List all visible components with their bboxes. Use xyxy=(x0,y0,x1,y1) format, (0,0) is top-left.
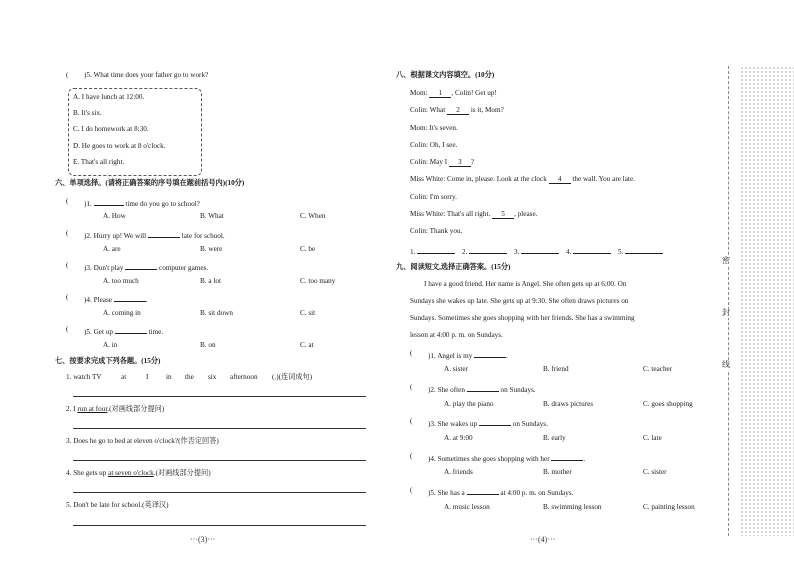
s7-q3: 3. Does he go to bed at eleven o'clock?(作否定回答) xyxy=(66,437,219,445)
option-e: E. That's all right. xyxy=(73,158,125,166)
section8-title: 八、根据课文内容填空。(10分) xyxy=(396,71,495,79)
s7-q5: 5. Don't be late for school.(英译汉) xyxy=(66,501,169,509)
answer-line[interactable] xyxy=(73,492,366,493)
passage-line: Sundays she wakes up late. She gets up at 9:30. She often draws pictures on xyxy=(410,297,629,305)
s7-q2: 2. I run at four.(对画线部分提问) xyxy=(66,405,165,413)
section6-title: 六、单项选择。(请将正确答案的序号填在题前括号内)(10分) xyxy=(55,179,245,187)
page-number-left: ···(3)··· xyxy=(190,535,216,544)
s7-q4: 4. She gets up at seven o'clock.(对画线部分提问) xyxy=(66,469,211,477)
section7-title: 七、按要求完成下列各题。(15分) xyxy=(55,357,161,365)
s8-line6: Miss White: Come in, please. Look at the clock 4 the wall. You are late. xyxy=(410,175,635,183)
option-b: B. It's six. xyxy=(73,109,102,117)
option-a: A. I have lunch at 12:00. xyxy=(73,93,145,101)
s8-line8: Miss White: That's all right. 5 , please. xyxy=(410,210,538,218)
s8-line2: Colin: What 2 is it, Mom? xyxy=(410,106,504,114)
s8-line1: Mom: 1 , Colin! Get up! xyxy=(410,89,497,97)
q5-paren: ( xyxy=(66,71,69,79)
s8-line4: Colin: Oh, I see. xyxy=(410,141,458,149)
passage-line: Sundays. Sometimes she goes shopping with her friends. She has a swimming xyxy=(410,314,635,322)
s8-line9: Colin: Thank you. xyxy=(410,227,463,235)
passage-line: lesson at 4:00 p. m. on Sundays. xyxy=(410,331,503,339)
answer-line[interactable] xyxy=(73,428,366,429)
page-number-right: ···(4)··· xyxy=(530,535,556,544)
seal-char-mi: 密 xyxy=(722,256,730,265)
answer-line[interactable] xyxy=(73,525,366,526)
answer-line[interactable] xyxy=(73,460,366,461)
passage-line: I have a good friend. Her name is Angel. She often gets up at 6:00. On xyxy=(424,280,627,288)
seal-char-xian: 线 xyxy=(722,360,730,369)
seal-char-feng: 封 xyxy=(722,308,730,317)
s8-line3: Mom: It's seven. xyxy=(410,124,458,132)
q5-text: )5. What time does your father go to work? xyxy=(84,71,209,79)
answer-line[interactable] xyxy=(73,396,366,397)
s8-line7: Colin: I'm sorry. xyxy=(410,193,457,201)
seal-line xyxy=(728,66,729,536)
section9-title: 九、阅读短文,选择正确答案。(15分) xyxy=(396,263,511,271)
decorative-pattern xyxy=(740,66,794,536)
option-c: C. I do homework at 8:30. xyxy=(73,125,149,133)
s8-line5: Colin: May I 3 ? xyxy=(410,158,475,166)
option-d: D. He goes to work at 8 o'clock. xyxy=(73,142,166,150)
